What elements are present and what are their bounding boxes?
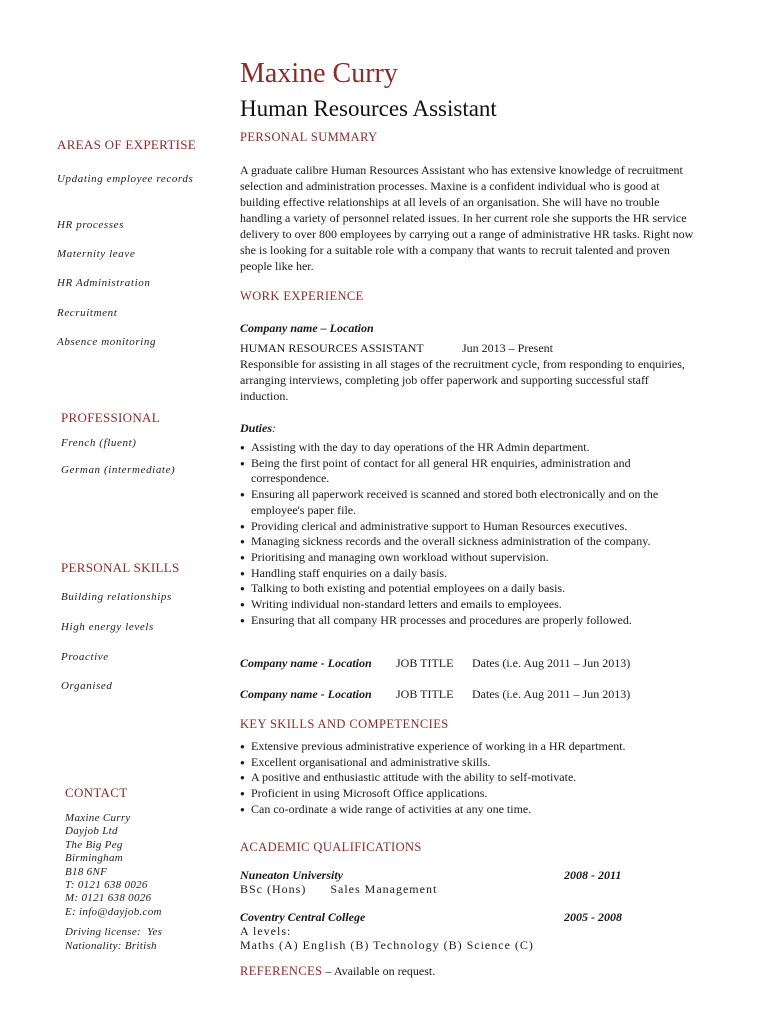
contact-line: Dayjob Ltd bbox=[65, 825, 118, 838]
duties-colon: : bbox=[272, 421, 277, 435]
school-name: Nuneaton University bbox=[240, 868, 344, 882]
contact-mobile: M: 0121 638 0026 bbox=[65, 892, 152, 905]
driving-license: Driving license: Yes bbox=[65, 926, 163, 939]
duties-list bbox=[240, 440, 700, 628]
expertise-item: Recruitment bbox=[57, 307, 118, 319]
role-description: Responsible for assisting in all stages of the recruitment cycle, from responding to enquiries, arranging interviews, completing job offer paperwork and supporting successful staff induction. bbox=[240, 357, 685, 403]
key-skills-list bbox=[240, 739, 700, 818]
education-heading: ACADEMIC QUALIFICATIONS bbox=[240, 840, 422, 854]
references-heading: REFERENCES bbox=[240, 964, 323, 978]
personal-skill-item: High energy levels bbox=[61, 621, 154, 633]
list-item: ● Prioritising and managing own workload without supervision. bbox=[240, 550, 700, 566]
job-title-placeholder: JOB TITLE bbox=[396, 687, 454, 701]
list-item: ● Proficient in using Microsoft Office applications. bbox=[240, 786, 700, 802]
expertise-heading: AREAS OF EXPERTISE bbox=[57, 137, 196, 152]
qualification-subjects: Maths (A) English (B) Technology (B) Science (C) bbox=[240, 938, 534, 952]
list-item: ● Extensive previous administrative experience of working in a HR department. bbox=[240, 739, 700, 755]
personal-skill-item: Proactive bbox=[61, 651, 109, 663]
company-name: Company name - Location bbox=[240, 687, 372, 701]
personal-skill-item: Building relationships bbox=[61, 591, 172, 603]
contact-line: B18 6NF bbox=[65, 865, 108, 878]
school-years: 2005 - 2008 bbox=[564, 910, 622, 924]
expertise-item: HR processes bbox=[57, 219, 124, 231]
key-skills-heading: KEY SKILLS AND COMPETENCIES bbox=[240, 717, 449, 731]
references bbox=[240, 964, 435, 979]
list-item: ● Can co-ordinate a wide range of activities at any one time. bbox=[240, 802, 700, 818]
list-item: ● Talking to both existing and potential employees on a daily basis. bbox=[240, 581, 700, 597]
language-item: French (fluent) bbox=[61, 437, 137, 449]
job-dates: Dates (i.e. Aug 2011 – Jun 2013) bbox=[472, 687, 631, 701]
list-item: ● Providing clerical and administrative support to Human Resources executives. bbox=[240, 519, 700, 535]
contact-block bbox=[65, 812, 162, 953]
contact-email: E: info@dayjob.com bbox=[65, 905, 162, 918]
work-heading: WORK EXPERIENCE bbox=[240, 289, 364, 303]
duties-label-text: Duties bbox=[240, 421, 273, 435]
school-years: 2008 - 2011 bbox=[564, 868, 622, 882]
contact-line: Birmingham bbox=[65, 852, 123, 865]
contact-line: Maxine Curry bbox=[65, 812, 131, 824]
duties-label bbox=[240, 420, 276, 436]
list-item: ● Ensuring that all company HR processes and procedures are properly followed. bbox=[240, 613, 700, 629]
contact-heading: CONTACT bbox=[65, 785, 128, 800]
summary-heading: PERSONAL SUMMARY bbox=[240, 130, 378, 144]
list-item: ● Being the first point of contact for all general HR enquiries, administration and correspondence. bbox=[240, 456, 700, 487]
candidate-name: Maxine Curry bbox=[240, 58, 398, 89]
personal-skill-item: Organised bbox=[61, 680, 113, 692]
language-item: German (intermediate) bbox=[61, 464, 176, 476]
list-item: ● A positive and enthusiastic attitude with the ability to self-motivate. bbox=[240, 770, 700, 786]
role-title: HUMAN RESOURCES ASSISTANT bbox=[240, 341, 424, 355]
expertise-item: Updating employee records bbox=[57, 173, 194, 185]
role-dates: Jun 2013 – Present bbox=[462, 341, 553, 355]
list-item: ● Managing sickness records and the overall sickness administration of the company. bbox=[240, 534, 700, 550]
personal-skills-heading: PERSONAL SKILLS bbox=[61, 560, 180, 575]
qualification-line: BSc (Hons) Sales Management bbox=[240, 882, 438, 896]
contact-line: The Big Peg bbox=[65, 838, 123, 851]
list-item: ● Handling staff enquiries on a daily basis. bbox=[240, 566, 700, 582]
job-title-placeholder: JOB TITLE bbox=[396, 656, 454, 670]
list-item: ● Ensuring all paperwork received is scanned and stored both electronically and on the employee's paper file. bbox=[240, 487, 700, 518]
summary-text: A graduate calibre Human Resources Assistant who has extensive knowledge of recruitment selection and administration processes. Maxine is a confident individual who is good at building effective relationships at all levels of an organisation. She will have no trouble handling a variety of personnel related issues. In her current role she supports the HR service delivery to over 800 employees by carrying out a range of administrative HR tasks. Right now she is looking for a suitable role with a company that wants to recruit talented and proven people like her. bbox=[240, 163, 694, 273]
list-item: ● Assisting with the day to day operations of the HR Admin department. bbox=[240, 440, 700, 456]
list-item: ● Writing individual non-standard letters and emails to employees. bbox=[240, 597, 700, 613]
expertise-item: Maternity leave bbox=[57, 248, 136, 260]
company-name: Company name - Location bbox=[240, 656, 372, 670]
job-dates: Dates (i.e. Aug 2011 – Jun 2013) bbox=[472, 656, 631, 670]
contact-phone: T: 0121 638 0026 bbox=[65, 879, 148, 892]
list-item: ● Excellent organisational and administrative skills. bbox=[240, 755, 700, 771]
qualification-line: A levels: bbox=[240, 924, 292, 938]
nationality: Nationality: British bbox=[65, 939, 157, 952]
expertise-item: Absence monitoring bbox=[57, 336, 157, 348]
references-text: – Available on request. bbox=[322, 964, 436, 978]
school-name: Coventry Central College bbox=[240, 910, 366, 924]
job-title: Human Resources Assistant bbox=[240, 96, 497, 121]
professional-heading: PROFESSIONAL bbox=[61, 410, 160, 425]
expertise-item: HR Administration bbox=[57, 277, 151, 289]
company-name: Company name – Location bbox=[240, 321, 374, 335]
